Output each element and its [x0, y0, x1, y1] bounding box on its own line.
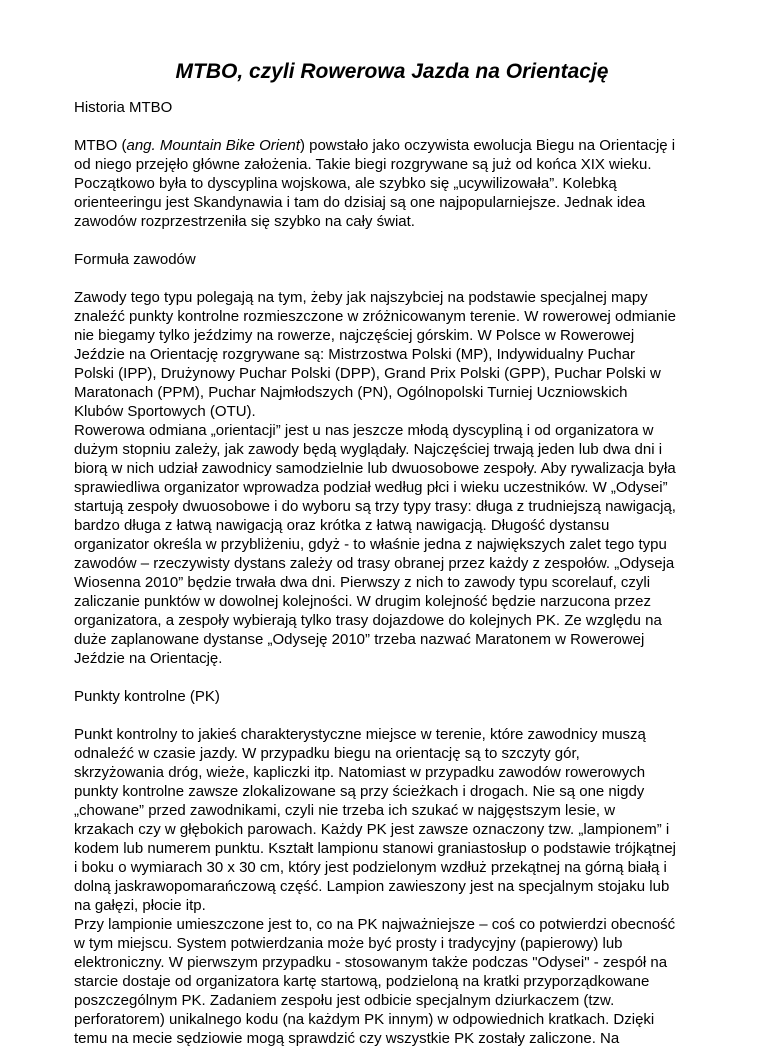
paragraph [74, 915, 710, 1048]
text-line: punkty kontrolne zawsze zlokalizowane są przy ścieżkach i drogach. Nie są one nigdy [74, 783, 645, 800]
text-line: Rowerowa odmiana „orientacji” jest u nas jeszcze młodą dyscypliną i od organizatora w [74, 422, 654, 439]
text-line: organizatora, a zespoły wybierają tylko trasy dojazdowe do kolejnych PK. Ze względu na [74, 612, 662, 629]
text-line: „chowane” przed zawodnikami, czyli nie trzeba ich szukać w najgęstszym lesie, w [74, 802, 616, 819]
text-run: MTBO ( [74, 137, 127, 154]
text-line: i boku o wymiarach 30 x 30 cm, który jest podzielonym wzdłuż przekątnej na górną białą i [74, 859, 667, 876]
text-line: zawodów rozprzestrzeniła się szybko na cały świat. [74, 213, 415, 230]
text-line: kodem lub numerem punktu. Kształt lampionu stanowi graniastosłup o podstawie trójkątnej [74, 840, 676, 857]
paragraph [74, 725, 710, 915]
text-run: ) powstało jako oczywista ewolucja Biegu na Orientację i [299, 137, 676, 154]
text-line: w tym miejscu. System potwierdzania może być prosty i tradycyjny (papierowy) lub [74, 935, 623, 952]
section-heading: Historia MTBO [74, 99, 173, 116]
text-line: Wiosenna 2010” będzie trwała dwa dni. Pierwszy z nich to zawody typu scorelauf, czyli [74, 574, 651, 591]
text-line: Maratonach (PPM), Puchar Najmłodszych (PN), Ogólnopolski Turniej Uczniowskich [74, 384, 628, 401]
text-line: skrzyżowania dróg, wieże, kapliczki itp. Natomiast w przypadku zawodów rowerowych [74, 764, 646, 781]
italic-phrase: ang. Mountain Bike Orient [126, 137, 300, 154]
text-line: starcie dostaje od organizatora kartę startową, podzieloną na kratki przyporządkowane [74, 973, 650, 990]
text-line: Przy lampionie umieszczone jest to, co na PK najważniejsze – coś co potwierdzi obecność [74, 916, 676, 933]
paragraph [74, 288, 710, 421]
text-line: dużym stopniu zależy, jak zawody będą wyglądały. Najczęściej trwają jeden lub dwa dni i [74, 441, 663, 458]
text-line: zawodów – rzeczywisty dystans zależy od trasy obranej przez każdy z zespołów. „Odyseja [74, 555, 675, 572]
text-line: zaliczanie punktów w dowolnej kolejności. W drugim kolejność będzie narzucona przez [74, 593, 651, 610]
text-line: organizator określa w przybliżeniu, gdyż - to właśnie jedna z największych zalet tego typu [74, 536, 667, 553]
text-line: Klubów Sportowych (OTU). [74, 403, 256, 420]
text-line: dolną jaskrawopomarańczową część. Lampion zawieszony jest na specjalnym stojaku lub [74, 878, 670, 895]
text-line: duże zaplanowane dystanse „Odyseję 2010” trzeba nazwać Maratonem w Rowerowej [74, 631, 645, 648]
text-line: Polski (IPP), Drużynowy Puchar Polski (DPP), Grand Prix Polski (GPP), Puchar Polski w [74, 365, 661, 382]
text-line: znaleźć punkty kontrolne rozmieszczone w zróżnicowanym terenie. W rowerowej odmianie [74, 308, 676, 325]
text-line: orienteeringu jest Skandynawia i tam do dzisiaj są one najpopularniejsze. Jednak idea [74, 194, 646, 211]
text-line: bardzo długa z łatwą nawigacją oraz krótka z łatwą nawigacją. Długość dystansu [74, 517, 610, 534]
text-line: Jeździe na Orientację rozgrywane są: Mistrzostwa Polski (MP), Indywidualny Puchar [74, 346, 636, 363]
text-line: Punkt kontrolny to jakieś charakterystyczne miejsce w terenie, które zawodnicy muszą [74, 726, 646, 743]
text-line: biorą w nich udział zawodnicy samodzielnie lub dwuosobowe zespoły. Aby rywalizacja była [74, 460, 676, 477]
text-line: Jeździe na Orientację. [74, 650, 223, 667]
text-line: elektroniczny. W pierwszym przypadku - stosowanym także podczas "Odysei" - zespół na [74, 954, 668, 971]
text-line: krzakach czy w głębokich parowach. Każdy PK jest zawsze oznaczony tzw. „lampionem” i [74, 821, 670, 838]
document-body [74, 98, 710, 1048]
section-heading: Punkty kontrolne (PK) [74, 688, 220, 705]
text-line: na gałęzi, płocie itp. [74, 897, 206, 914]
text-line: sprawiedliwa organizator wprowadza podział według płci i wieku uczestników. W „Odysei” [74, 479, 668, 496]
text-line: startują zespoły dwuosobowe i do wyboru są trzy typy trasy: długa z trudniejszą nawigacją, [74, 498, 676, 515]
paragraph [74, 421, 710, 668]
document-title: MTBO, czyli Rowerowa Jazda na Orientację [175, 60, 609, 83]
text-line: Zawody tego typu polegają na tym, żeby jak najszybciej na podstawie specjalnej mapy [74, 289, 648, 306]
text-line: poszczególnym PK. Zadaniem zespołu jest odbicie specjalnym dziurkaczem (tzw. [74, 992, 615, 1009]
text-line: temu na mecie sędziowie mogą sprawdzić czy wszystkie PK zostały zaliczone. Na [74, 1030, 620, 1047]
text-line: odnaleźć w czasie jazdy. W przypadku biegu na orientację są to szczyty gór, [74, 745, 580, 762]
text-line: od niego przejęło główne założenia. Takie biegi rozgrywane są już od końca XIX wieku. [74, 156, 652, 173]
text-line: nie biegamy tylko jeździmy na rowerze, najczęściej górskim. W Polsce w Rowerowej [74, 327, 635, 344]
text-line [74, 136, 710, 155]
text-line: perforatorem) unikalnego kodu (na każdym PK innym) w odpowiednich kratkach. Dzięki [74, 1011, 655, 1028]
paragraph [74, 136, 710, 231]
section-heading: Formuła zawodów [74, 251, 196, 268]
text-line: Początkowo była to dyscyplina wojskowa, ale szybko się „ucywilizowała”. Kolebką [74, 175, 617, 192]
